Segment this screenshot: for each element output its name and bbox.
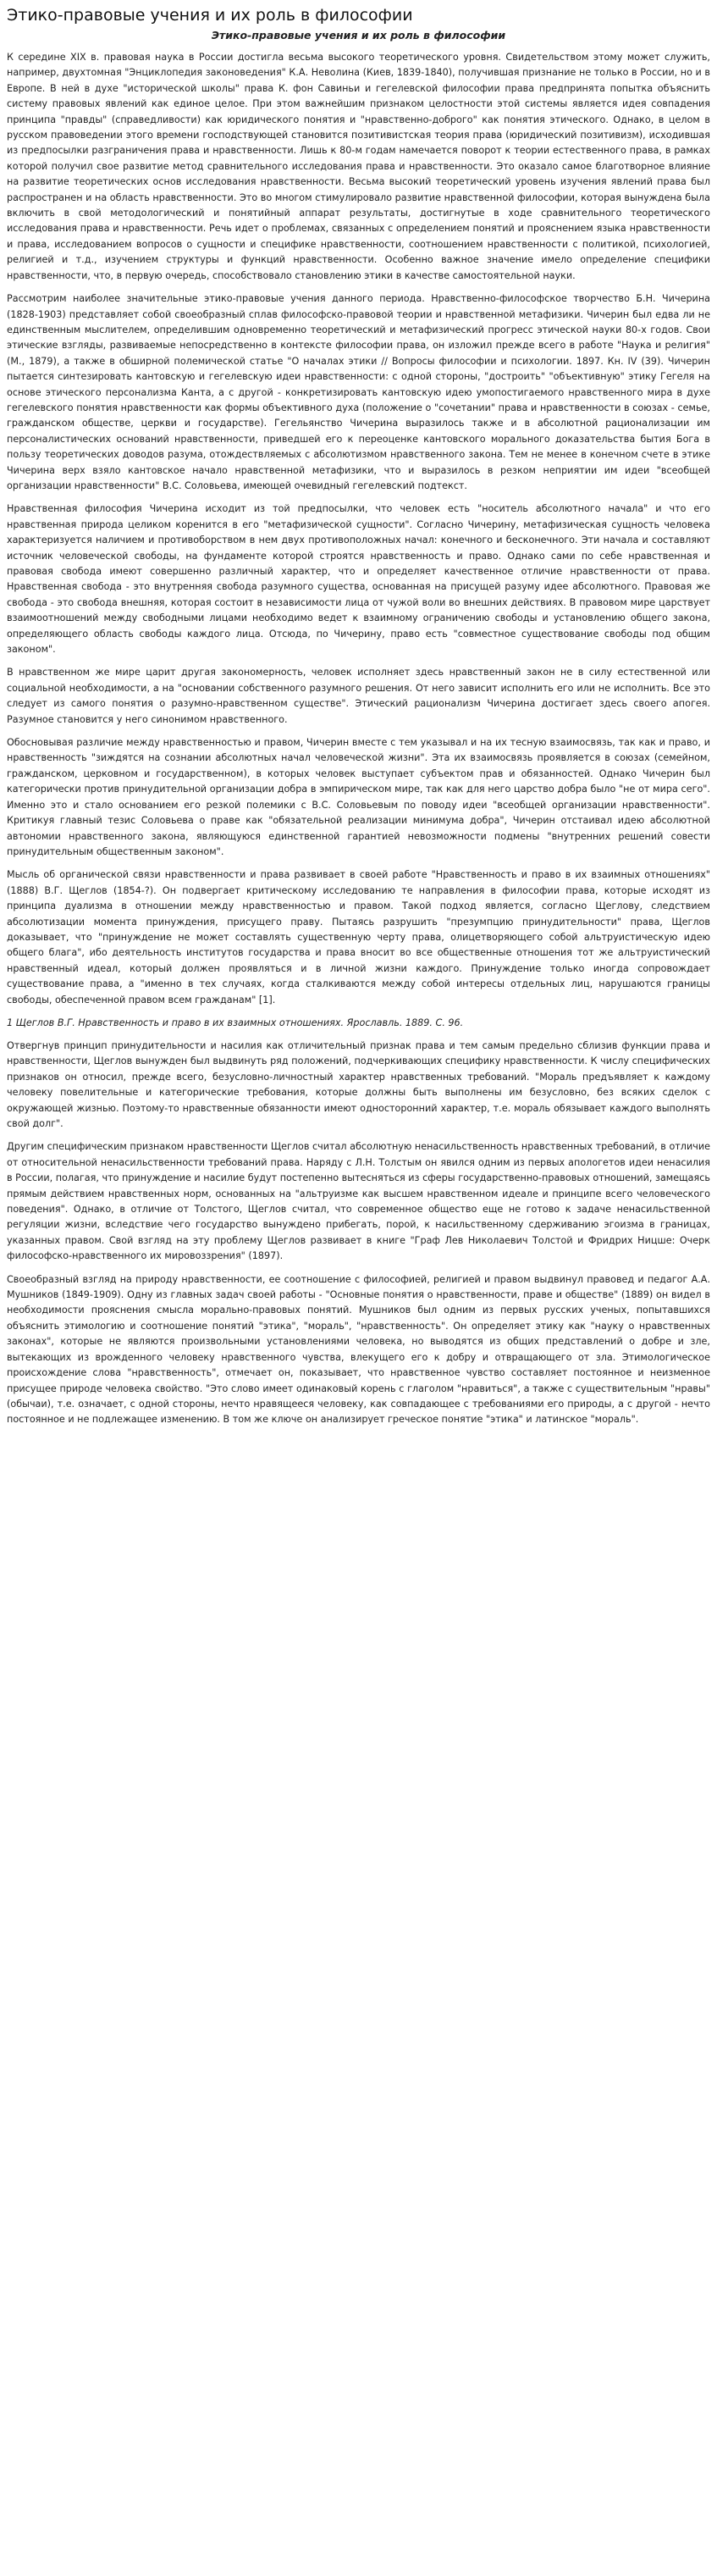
paragraph: Рассмотрим наиболее значительные этико-правовые учения данного периода. Нравственно-философское творчество Б.Н. Чичерина (1828-1903) представляет собой своеобразный сплав философско-правовой теории и нравственной метафизики. Чичерин был едва ли не единственным мыслителем, определившим одновременно теоретический и метафизический прогресс этической науки 80-х годов. Свои этические взгляды, развиваемые непосредственно в контексте философии права, он изложил прежде всего в работе "Наука и религия" (М., 1879), а также в обширной полемической статье "О началах этики // Вопросы философии и психологии. 1897. Кн. IV (39). Чичерин пытается синтезировать кантовскую и гегелевскую идеи нравственности: с одной стороны, "достроить" "объективную" этику Гегеля на основе этического персонализма Канта, а с другой - конкретизировать кантовскую идею умопостигаемого нравственного мира в духе гегелевского понятия нравственности как формы объективного духа (положение о "сочетании" права и нравственности в союзах - семье, гражданском обществе, церкви и государстве). Гегельянство Чичерина выразилось также и в абсолютной рационализации им персоналистических оснований нравственности, приведшей его к переоценке кантовского морального доказательства бытия Бога в пользу теоретических доводов разума, отождествляемых с абсолютизмом нравственного закона. Тем не менее в конечном счете в этике Чичерина верх взяло кантовское начало нравственной метафизики, что и выразилось в резком неприятии им идеи "всеобщей организации нравственности" В.С. Соловьева, имеющей очевидный гегелевский подтекст. [7, 293, 710, 491]
article-subtitle: Этико-правовые учения и их роль в философии [211, 29, 506, 42]
paragraph: Отвергнув принцип принудительности и насилия как отличительный признак права и тем самым предельно сблизив функции права и нравственности, Щеглов вынужден был выдвинуть ряд положений, подчеркивающих специфику нравственности. К числу специфических признаков он относил, прежде всего, безусловно-личностный характер нравственных требований. "Мораль предъявляет к каждому человеку повелительные и категорические требования, которые должны быть выполнены им безусловно, без всяких сделок с окружающей жизнью. Поэтому-то нравственные обязанности имеют односторонний характер, т.е. мораль обязывает каждого выполнять свой долг". [7, 1039, 710, 1129]
paragraph: Своеобразный взгляд на природу нравственности, ее соотношение с философией, религией и правом выдвинул правовед и педагог А.А. Мушников (1849-1909). Одну из главных задач своей работы - "Основные понятия о нравственности, праве и обществе" (1889) он видел в необходимости прояснения смысла морально-правовых понятий. Мушников был одним из первых русских ученых, попытавшихся объяснить этимологию и соотношение понятий "этика", "мораль", "нравственность". Он определяет этику как "науку о нравственных законах", которые не являются произвольными установлениями человека, но выводятся из общих представлений о добре и зле, вытекающих из врожденного человеку нравственного чувства, влекущего его к добру и отвращающего от зла. Этимологическое происхождение слова "нравственность", отмечает он, показывает, что нравственное чувство составляет постоянное и неизменное присущее природе человека свойство. "Это слово имеет одинаковый корень с глаголом "нравиться", а также с существительным "нравы" (обычаи), т.е. означает, с одной стороны, нечто нравящееся человеку, как совпадающее с требованиями его природы, а с другой - нечто постоянное и не подлежащее изменению. В том же ключе он анализирует греческое понятие "этика" и латинское "мораль". [7, 1273, 710, 1426]
paragraph: К середине XIX в. правовая наука в России достигла весьма высокого теоретического уровня. Свидетельством этому может служить, например, двухтомная "Энциклопедия законоведения" К.А. Неволина (Киев, 1839-1840), получившая признание не только в России, но и в Европе. В ней в духе "исторической школы" права К. фон Савиньи и гегелевской философии права предпринята попытка объяснить систему правовых явлений как единое целое. При этом важнейшим признаком целостности этой системы является идея совпадения принципа "правды" (справедливости) как юридического понятия и "нравственно-доброго" как понятия этического. Однако, в целом в русском правоведении этого времени господствующей становится позитивистская теория права (юридический позитивизм), исходившая из предпосылки разграничения права и нравственности. Лишь к 80-м годам намечается поворот к теории естественного права, в рамках которой получил свое развитие метод сравнительного исследования права и нравственности. Это оказало самое благотворное влияние на развитие теоретических основ исследования нравственности. Весьма высокий теоретический уровень изучения явлений права был распространен и на область нравственности. Это во многом стимулировало развитие нравственной философии, которая вынуждена была включить в свой методологический и понятийный аппарат результаты, достигнутые в ходе сравнительного теоретического исследования права и нравственности. Речь идет о проблемах, связанных с определением понятий и прояснением языка нравственности и права, исследованием вопросов о сущности и специфике нравственности, соотношением нравственности с политикой, психологией, религией и т.д., изучением структуры и функций нравственности. Особенно важное значение имело определение специфики нравственности, что, в первую очередь, способствовало становлению этики в качестве самостоятельной науки. [7, 52, 710, 281]
paragraph: Обосновывая различие между нравственностью и правом, Чичерин вместе с тем указывал и на их тесную взаимосвязь, так как и право, и нравственность "зиждятся на сознании абсолютных начал человеческой жизни". Эта их взаимосвязь проявляется в союзах (семейном, гражданском, церковном и государственном), в которых человек выступает субъектом прав и обязанностей. Однако Чичерин был категорически против принудительной организации добра в эмпирическом мире, так как для него царство добра было "не от мира сего". Именно это и стало основанием его резкой полемики с В.С. Соловьевым по поводу идеи "всеобщей организации нравственности". Критикуя главный тезис Соловьева о праве как "обязательной реализации минимума добра", Чичерин отстаивал идею абсолютной автономии нравственного закона, являющуюся единственной гарантией невозможности подмены "внутренних решений совести принудительным общественным законом". [7, 737, 710, 857]
paragraph: В нравственном же мире царит другая закономерность, человек исполняет здесь нравственный закон не в силу естественной или социальной необходимости, а на "основании собственного разумного решения. От него зависит исполнить его или не исполнить. Все это следует из самого понятия о разумно-нравственном существе". Этический рационализм Чичерина достигает здесь своего апогея. Разумное становится у него синонимом нравственного. [7, 667, 710, 725]
paragraph: Нравственная философия Чичерина исходит из той предпосылки, что человек есть "носитель абсолютного начала" и что его нравственная природа целиком коренится в его "метафизической сущности". Согласно Чичерину, метафизическая сущность человека характеризуется наличием и противоборством в нем двух противоположных начал: конечного и бесконечного. Эти начала и составляют источник человеческой свободы, на фундаменте которой строятся нравственность и право. Однако сами по себе нравственная и правовая свобода имеют совершенно различный характер, что и определяет качественное отличие нравственности от права. Нравственная свобода - это внутренняя свобода разумного существа, основанная на присущей разуму идее абсолютного. Правовая же свобода - это свобода внешняя, которая состоит в независимости лица от чужой воли во внешних действиях. В правовом мире царствует взаимоотношений между свободными лицами необходимо ведет к взаимному ограничению свободы и установлению общего закона, определяющего область свободы каждого лица. Отсюда, по Чичерину, право есть "совместное существование свободы под общим законом". [7, 503, 710, 656]
paragraph: Другим специфическим признаком нравственности Щеглов считал абсолютную ненасильственность нравственных требований, в отличие от относительной ненасильственности требований права. Наряду с Л.Н. Толстым он явился одним из первых апологетов идеи ненасилия в России, полагая, что принуждение и насилие будут постепенно вытесняться из сферы государственно-правовых отношений, замещаясь прямым действием нравственных норм, основанных на "альтруизме как высшем нравственном идеале и принципе всего человеческого поведения". Однако, в отличие от Толстого, Щеглов считал, что современное общество еще не готово к задаче ненасильственной регуляции жизни, вследствие чего государство вынуждено прибегать, порой, к насильственному сдерживанию эгоизма в границах, указанных правом. Свой взгляд на эту проблему Щеглов развивает в книге "Граф Лев Николаевич Толстой и Фридрих Ницше: Очерк философско-нравственного их мировоззрения" (1897). [7, 1141, 710, 1262]
footnote: 1 Щеглов В.Г. Нравственность и право в их взаимных отношениях. Ярославль. 1889. С. 96. [7, 1017, 464, 1028]
page-title: Этико-правовые учения и их роль в философии [7, 6, 413, 25]
paragraph: Мысль об органической связи нравственности и права развивает в своей работе "Нравственность и право в их взаимных отношениях" (1888) В.Г. Щеглов (1854-?). Он подвергает критическому исследованию те направления в философии права, которые исходят из принципа дуализма в отношении между нравственностью и правом. Такой подход является, согласно Щеглову, следствием абсолютизации момента принуждения, присущего праву. Пытаясь разрушить "презумпцию принудительности" права, Щеглов доказывает, что "принуждение не может составлять существенную черту права, олицетворяющего собой альтруистическую идею общего блага", ибо деятельность институтов государства и права вносит во все общественные отношения тот же альтруистический нравственный идеал, который должен проявляться и в личной жизни каждого. Принуждение только иногда сопровождает существование права, а "именно в тех случаях, когда сталкиваются между собой интересы отдельных лиц, нарушаются границы свободы, обеспеченной правом всем гражданам" [1]. [7, 869, 710, 1005]
